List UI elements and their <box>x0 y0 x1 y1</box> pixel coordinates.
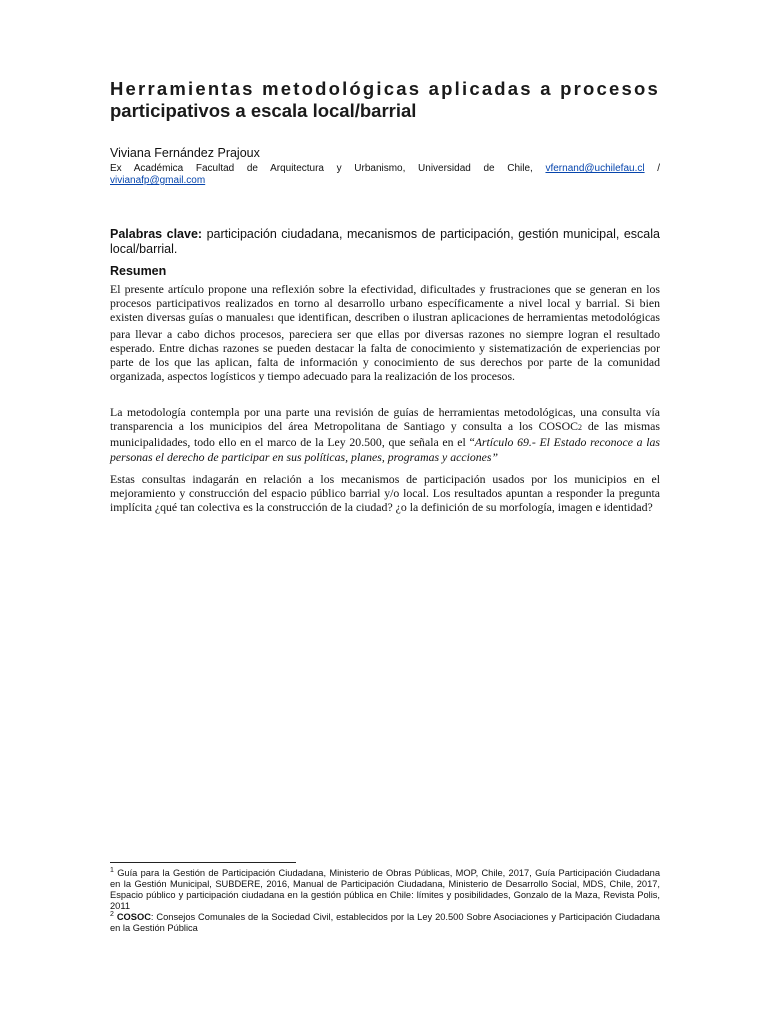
p1-text-b: que identifican, describen o ilustran aplicaciones de herramientas metodológicas para llevar a cabo dichos procesos, pareciera ser que ellas por diversas razones no siempre logran el resultado esperado. Entre dichas razones se pueden destacar la falta de conocimiento y sistematización de experiencias por parte de los que las aplican, falta de información y conocimiento de sus derechos por parte de la comunidad organizada, aspectos logísticos y tiempo adecuado para la realización de los procesos. <box>110 310 661 384</box>
email-separator: / <box>657 163 660 174</box>
footnote-2-label: COSOC <box>113 912 151 922</box>
email-link-2[interactable]: vivianafp@gmail.com <box>110 175 206 186</box>
abstract-paragraph-2 <box>110 405 660 464</box>
footnote-divider <box>110 862 296 863</box>
author-name: Viviana Fernández Prajoux <box>110 146 260 160</box>
keywords-text: participación ciudadana, mecanismos de participación, gestión municipal, escala local/barrial. <box>110 227 660 256</box>
footnote-1 <box>110 868 660 912</box>
title-line-1: Herramientas metodológicas aplicadas a procesos <box>110 78 660 99</box>
p2-italic-quote: Artículo 69.- El Estado reconoce a las personas el derecho de participar en sus políticas, planes, programas y acciones” <box>110 435 661 464</box>
p2-text-a: La metodología contempla por una parte una revisión de guías de herramientas metodológicas, una consulta vía transparencia a los municipios del área Metropolitana de Santiago y consulta a los COSOC <box>110 405 660 434</box>
affiliation-text: Ex Académica Facultad de Arquitectura y Urbanismo, Universidad de Chile, <box>110 163 533 174</box>
footnote-2-text: : Consejos Comunales de la Sociedad Civil, establecidos por la Ley 20.500 Sobre Asociaciones y Participación Ciudadana en la Gestión Pública <box>110 912 660 933</box>
email-link-1[interactable]: vfernand@uchilefau.cl <box>545 163 645 174</box>
abstract-paragraph-1 <box>110 282 660 383</box>
p2-text-b: de las mismas municipalidades, todo ello en el marco de la Ley 20.500, que señala en el “ <box>110 419 660 450</box>
p1-text-a: El presente artículo propone una reflexión sobre la efectividad, dificultades y frustraciones que se generan en los procesos participativos realizados en torno al desarrollo urbano específicamente a nivel local y barrial. Si bien existen diversas guías o manuales <box>110 282 660 325</box>
footnote-2 <box>110 912 660 934</box>
footnote-2-mark: 2 <box>110 910 114 918</box>
abstract-paragraph-3: Estas consultas indagarán en relación a los mecanismos de participación usados por los municipios en el mejoramiento y construcción del espacio público barrial y/o local. Los resultados apuntan a responder la pregunta implícita ¿qué tan colectiva es la construcción de la ciudad? ¿o la definición de su morfología, imagen e identidad? <box>110 472 660 515</box>
title-line-2: participativos a escala local/barrial <box>110 100 417 121</box>
author-affiliation <box>110 163 660 187</box>
footnote-1-mark: 1 <box>110 866 114 874</box>
footnote-ref-1: 1 <box>270 314 275 324</box>
keywords <box>110 227 660 257</box>
affiliation-line <box>110 163 660 175</box>
paper-title <box>110 78 660 122</box>
footnote-1-text: Guía para la Gestión de Participación Ciudadana, Ministerio de Obras Públicas, MOP, Chile, 2017, Guía Participación Ciudadana en la Gestión Municipal, SUBDERE, 2016, Manual de Participación Ciudadana, Ministerio de Desarrollo Social, MDS, Chile, 2017, Espacio público y participación ciudadana en la gestión pública en Chile: límites y posibilidades, Gonzalo de la Maza, Revista Polis, 2011 <box>110 868 660 911</box>
footnote-ref-2: 2 <box>577 423 582 433</box>
footnotes <box>110 868 660 934</box>
abstract-heading: Resumen <box>110 264 167 278</box>
keywords-label: Palabras clave: <box>110 227 203 241</box>
